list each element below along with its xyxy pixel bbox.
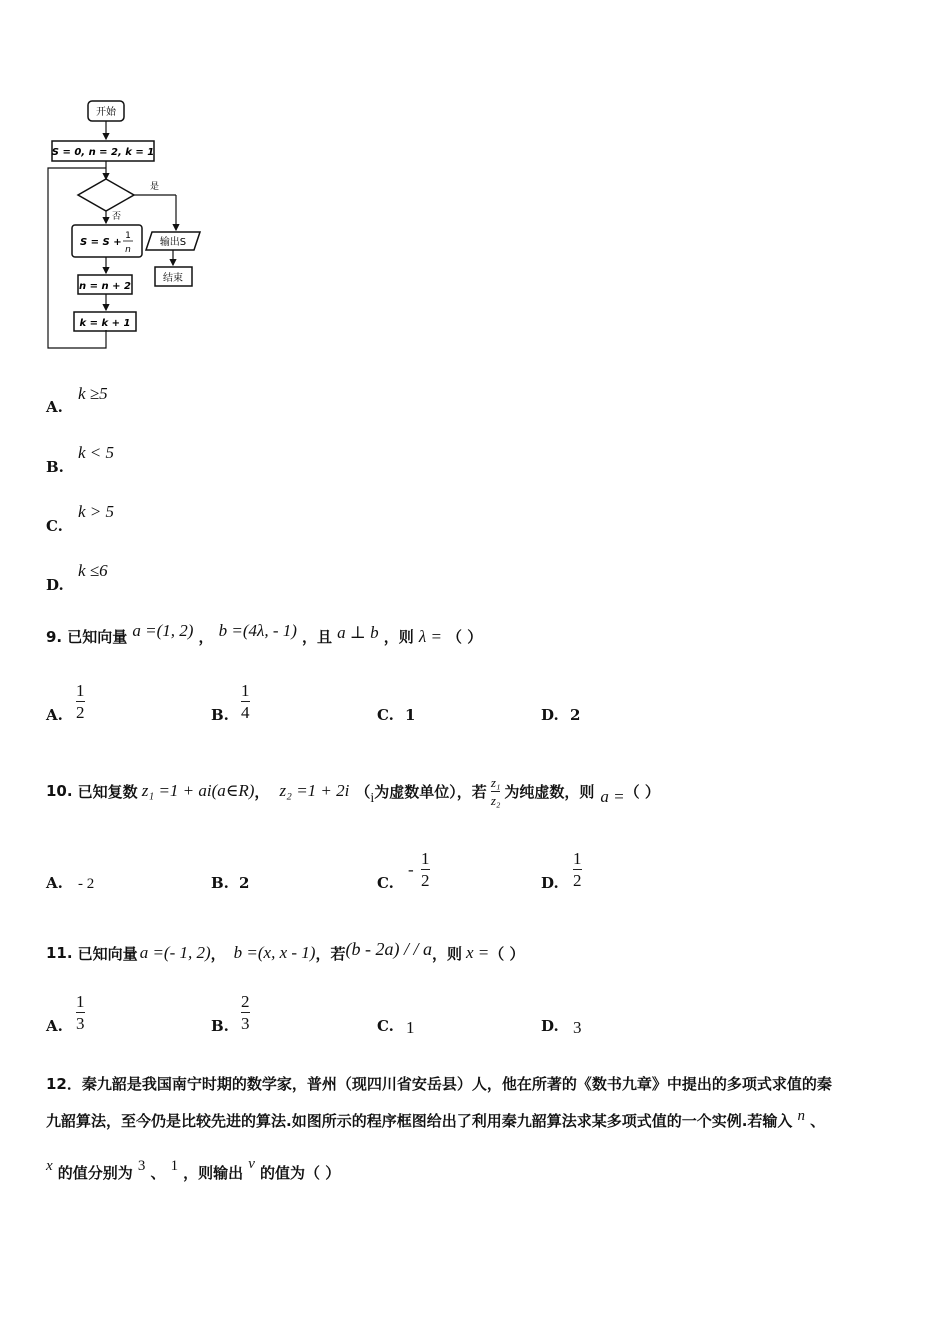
flow-end-text: 结束 bbox=[163, 273, 183, 284]
q12-n: n bbox=[797, 1108, 805, 1124]
q12-sep: 、 bbox=[810, 1112, 826, 1130]
q11-vector-b: b =(x, x - 1) bbox=[233, 943, 316, 962]
q9-paren: （ ） bbox=[447, 628, 483, 646]
q9-text-2: ，且 bbox=[302, 628, 333, 646]
q9-sep: ， bbox=[198, 628, 214, 646]
q9-text-3: ，则 bbox=[383, 628, 414, 646]
flow-yes-label: 是 bbox=[150, 182, 160, 192]
flow-decision bbox=[78, 179, 134, 211]
q8-option-c-label: C. bbox=[46, 517, 63, 535]
flow-no-label: 否 bbox=[112, 212, 122, 222]
q10-text-3: 为虚数单位），若 bbox=[374, 782, 487, 801]
q11-option-a-frac: 1 3 bbox=[76, 992, 85, 1033]
q9-option-a-label: A. bbox=[46, 706, 63, 724]
q11-text-2: ，若 bbox=[315, 944, 346, 963]
q9-text-1: 已知向量 bbox=[67, 628, 128, 646]
q12-line-1: 12．秦九韶是我国南宁时期的数学家，普州（现四川省安岳县）人，他在所著的《数书九章》中提出的多项式求值的秦 bbox=[46, 1075, 832, 1093]
q10-text-4: 为纯虚数，则 bbox=[504, 782, 595, 801]
q11-option-b-label: B. bbox=[211, 1017, 229, 1035]
q9-vector-a: a =(1, 2) bbox=[132, 621, 194, 640]
flow-body-num: 1 bbox=[125, 231, 131, 241]
q10-option-c-sign: - bbox=[408, 860, 414, 879]
q9-option-b-label: B. bbox=[211, 706, 229, 724]
q11-option-d-label: D. bbox=[541, 1017, 559, 1035]
q11-sep: ， bbox=[210, 944, 226, 963]
q12-text-2: ，则输出 bbox=[183, 1164, 244, 1182]
q12-sep2: 、 bbox=[150, 1164, 166, 1182]
q11-vector-a: a =(- 1, 2) bbox=[139, 943, 211, 962]
q11-number: 11. bbox=[46, 944, 73, 962]
q8-option-b-expr: k < 5 bbox=[78, 443, 115, 462]
q11-x: x = bbox=[465, 943, 490, 962]
flowchart bbox=[40, 95, 220, 360]
q10-number: 10. bbox=[46, 782, 73, 800]
q10-option-a-label: A. bbox=[46, 874, 63, 892]
q10-z2: z₂ =1 + 2i bbox=[279, 781, 350, 800]
flow-step-k-text: k = k + 1 bbox=[79, 318, 131, 329]
q10-z1: z₁ =1 + ai(a∈R) bbox=[141, 781, 255, 800]
q11-text-1: 已知向量 bbox=[77, 944, 138, 963]
q11-option-c-val: 1 bbox=[406, 1018, 415, 1037]
flow-output-text: 输出S bbox=[159, 237, 187, 248]
q9-vector-b: b =(4λ, - 1) bbox=[218, 621, 297, 640]
q9-stem bbox=[46, 621, 483, 647]
q9-number: 9. bbox=[46, 628, 63, 646]
q11-option-a-label: A. bbox=[46, 1017, 63, 1035]
q8-option-d-label: D. bbox=[46, 576, 64, 594]
q9-option-d-label: D. bbox=[541, 706, 559, 724]
q11-condition: (b - 2a) / / a bbox=[345, 938, 432, 959]
q9-option-b-frac: 1 4 bbox=[241, 681, 250, 722]
q10-sep: ， bbox=[254, 782, 270, 801]
q12-x: x bbox=[46, 1158, 53, 1174]
q11-stem bbox=[46, 935, 525, 971]
q9-option-c-val: 1 bbox=[405, 706, 416, 724]
q11-option-c-label: C. bbox=[377, 1017, 394, 1035]
q9-perp: a ⊥ b bbox=[337, 623, 379, 642]
q10-option-d-frac: 1 2 bbox=[573, 849, 582, 890]
q11-paren: （ ） bbox=[489, 944, 525, 963]
q8-option-b-label: B. bbox=[46, 458, 64, 476]
q10-frac: $\frac{\text{z₁}}{\text{z₂}}$ bbox=[490, 774, 501, 808]
q8-option-d-expr: k ≤6 bbox=[78, 561, 108, 580]
q10-text-2: （ bbox=[355, 782, 371, 801]
q10-option-b-label: B. bbox=[211, 874, 229, 892]
q12-v: v bbox=[248, 1156, 255, 1172]
q11-option-b-frac: 2 3 bbox=[241, 992, 250, 1033]
q9-option-c-label: C. bbox=[377, 706, 394, 724]
flow-body-lhs: S = S + bbox=[80, 237, 122, 248]
q9-option-a-frac: 1 2 bbox=[76, 681, 85, 722]
q10-paren: （ ） bbox=[624, 782, 660, 801]
q8-option-c-expr: k > 5 bbox=[78, 502, 115, 521]
q12-value-1: 1 bbox=[170, 1158, 179, 1174]
q10-i: i bbox=[370, 791, 375, 806]
flow-init-text: S = 0, n = 2, k = 1 bbox=[51, 147, 155, 158]
q12-line-2: 九韶算法，至今仍是比较先进的算法.如图所示的程序框图给出了利用秦九韶算法求某多项式值的一个实例.若输入 n 、 bbox=[46, 1108, 826, 1130]
q10-text-1: 已知复数 bbox=[77, 782, 138, 801]
flow-start-text: 开始 bbox=[96, 107, 116, 118]
q11-option-d-val: 3 bbox=[573, 1018, 582, 1037]
q12-text-3: 的值为（ ） bbox=[260, 1164, 341, 1182]
q12-line-3 bbox=[46, 1156, 341, 1183]
q10-stem bbox=[46, 766, 660, 816]
q10-option-b-val: 2 bbox=[239, 874, 250, 892]
q12-text-1: 的值分别为 bbox=[57, 1164, 133, 1182]
q9-lambda: λ = bbox=[418, 627, 442, 646]
q11-text-3: ，则 bbox=[431, 944, 462, 963]
q8-option-a-label: A. bbox=[46, 398, 63, 416]
flow-step-n-text: n = n + 2 bbox=[79, 281, 131, 292]
flow-body-den: n bbox=[125, 245, 131, 255]
q12-value-3: 3 bbox=[137, 1158, 146, 1174]
q10-option-c-frac: 1 2 bbox=[421, 849, 430, 890]
q8-option-a-expr: k ≥5 bbox=[78, 384, 108, 403]
q10-option-c-label: C. bbox=[377, 874, 394, 892]
q10-a: a = bbox=[600, 787, 625, 806]
q10-option-a-val: - 2 bbox=[78, 876, 95, 892]
q10-option-d-label: D. bbox=[541, 874, 559, 892]
q9-option-d-val: 2 bbox=[570, 706, 581, 724]
